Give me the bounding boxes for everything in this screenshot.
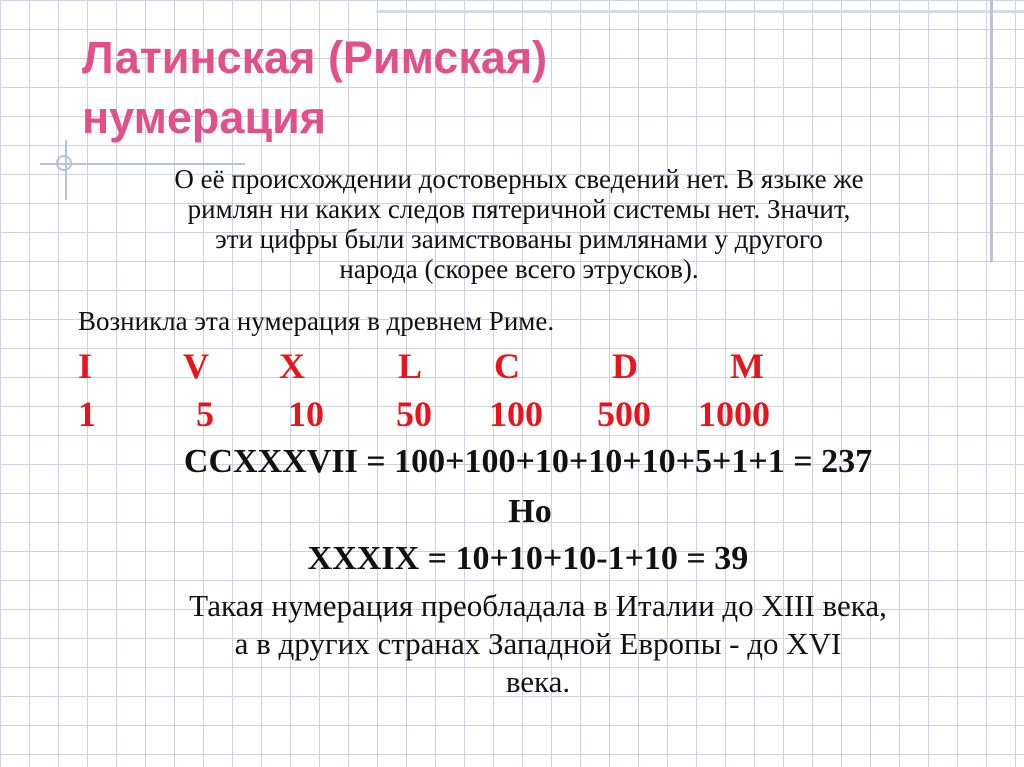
arabic-value: 1 bbox=[78, 394, 96, 434]
usage-paragraph bbox=[78, 587, 998, 701]
origin-paragraph bbox=[78, 164, 960, 284]
decorative-circle-icon bbox=[56, 155, 72, 171]
roman-numeral: X bbox=[279, 346, 305, 386]
arabic-value: 50 bbox=[396, 394, 432, 434]
origin-line-4: народа (скорее всего этрусков). bbox=[339, 254, 699, 284]
arabic-value: 100 bbox=[489, 394, 543, 434]
usage-line-3: века. bbox=[505, 664, 571, 699]
example-equation-39: XXXIX = 10+10+10-1+10 = 39 bbox=[307, 540, 749, 577]
origin-line-1: О её происхождении достоверных сведений нет. В языке же bbox=[174, 164, 864, 194]
origin-line-3: эти цифры были заимствованы римлянами у другого bbox=[215, 224, 823, 254]
slide-title-line-2: нумерация bbox=[82, 92, 327, 143]
roman-numeral: M bbox=[730, 346, 764, 386]
arabic-value: 500 bbox=[597, 394, 651, 434]
usage-line-2: а в других странах Западной Европы - до XVI bbox=[234, 626, 842, 661]
slide-title-line-1: Латинская (Римская) bbox=[82, 32, 548, 83]
roman-numeral: I bbox=[78, 346, 93, 386]
arabic-value: 1000 bbox=[698, 394, 770, 434]
usage-line-1: Такая нумерация преобладала в Италии до XIII века, bbox=[189, 588, 887, 623]
arabic-value: 10 bbox=[288, 394, 324, 434]
rome-paragraph: Возникла эта нумерация в древнем Риме. bbox=[78, 306, 555, 336]
roman-numeral: D bbox=[612, 346, 638, 386]
arabic-value: 5 bbox=[196, 394, 214, 434]
origin-line-2: римлян ни каких следов пятеричной системы нет. Значит, bbox=[187, 194, 851, 224]
roman-numeral: C bbox=[494, 346, 520, 386]
roman-numeral: L bbox=[398, 346, 423, 386]
but-label: Но bbox=[508, 493, 552, 530]
example-equation-237: CCXXXVII = 100+100+10+10+10+5+1+1 = 237 bbox=[183, 443, 873, 480]
roman-numeral: V bbox=[183, 346, 209, 386]
